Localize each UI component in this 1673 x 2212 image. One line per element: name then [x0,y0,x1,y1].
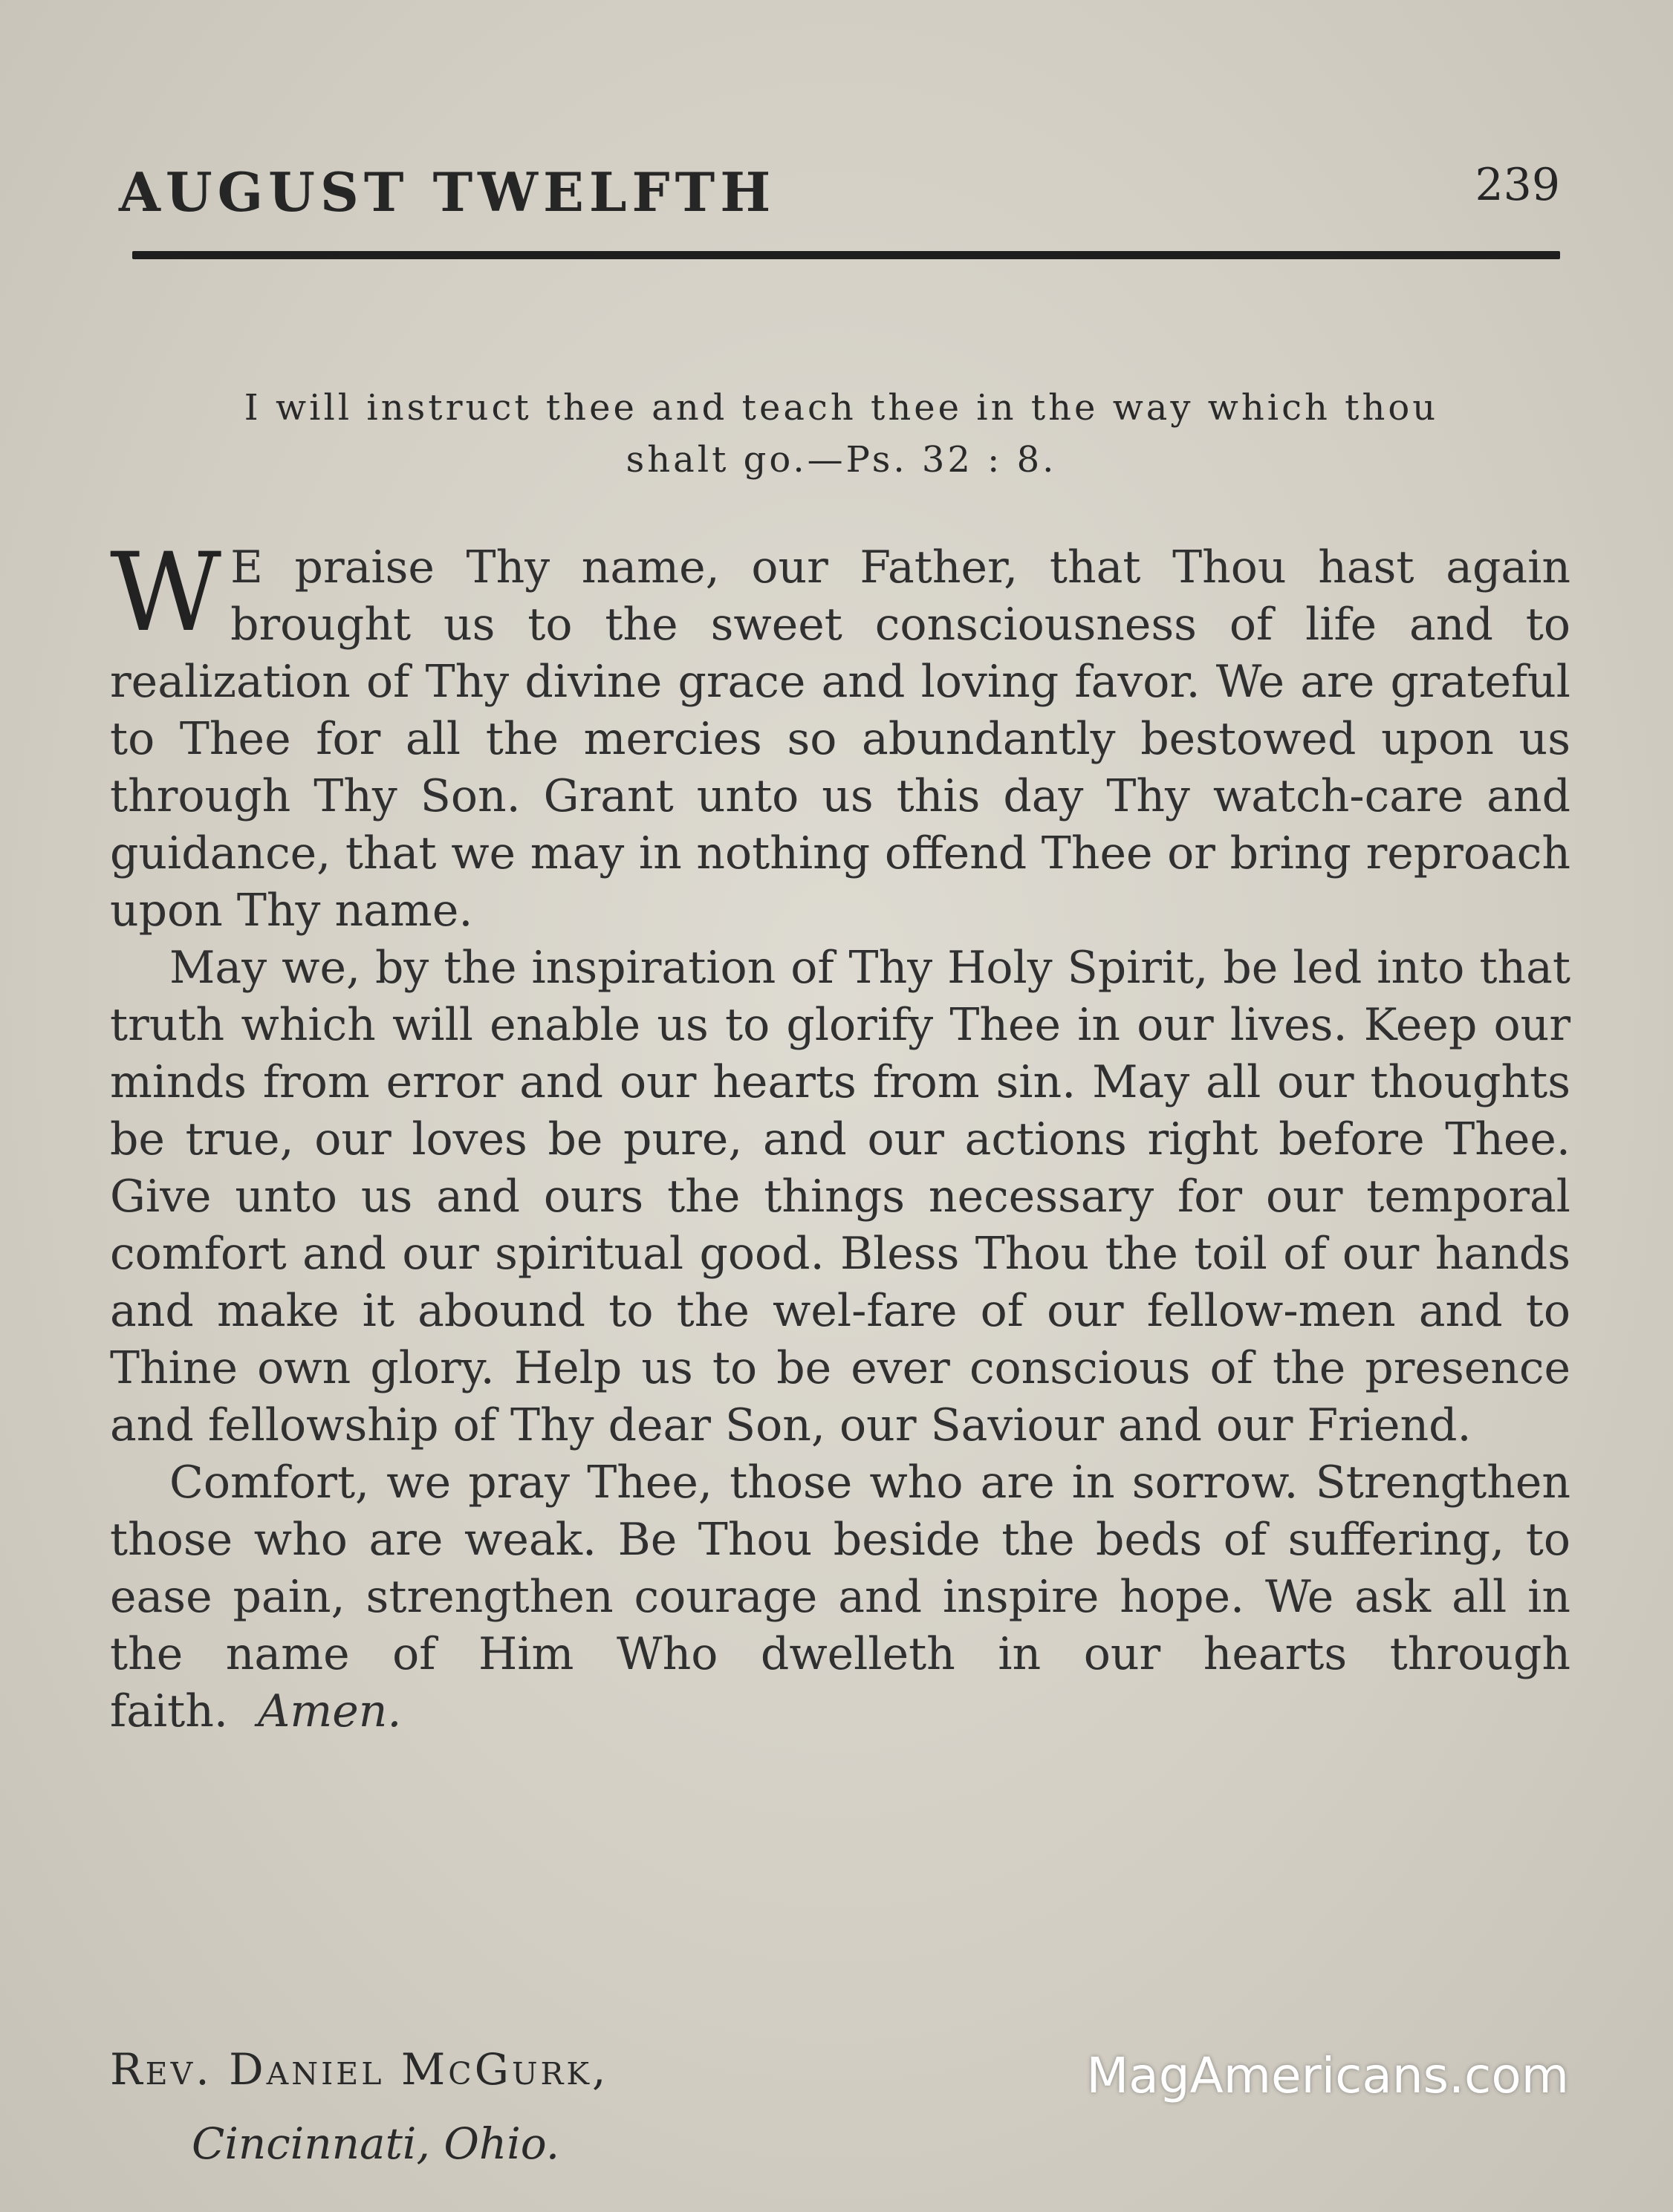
author-signature [110,2032,608,2181]
author-name: Rev. Daniel McGurk, [110,2044,609,2095]
prayer-body [110,530,1570,1740]
amen-closing: Amen. [258,1685,402,1737]
drop-cap: W [110,530,222,656]
prayer-paragraph-1 [110,530,1570,940]
paragraph-1-text: E praise Thy name, our Father, that Thou hast again brought us to the sweet consciousness of life and to realization of Thy divine grace and loving favor. We are grateful to Thee for all the mercies so abundantly bestowed upon us through Thy Son. Grant unto us this day Thy watch-care and guidance, that we may in nothing offend Thee or bring reproach upon Thy name. [110,541,1570,937]
page-number: 239 [1475,159,1560,211]
prayer-paragraph-2: May we, by the inspiration of Thy Holy Spirit, be led into that truth which will enable us to glorify Thee in our lives. Keep our minds from error and our hearts from sin. May all our thoughts be true, our loves be pure, and our actions right before Thee. Give unto us and ours the things necessary for our temporal comfort and our spiritual good. Bless Thou the toil of our hands and make it abound to the wel-fare of our fellow-men and to Thine own glory. Help us to be ever conscious of the presence and fellowship of Thy dear Son, our Saviour and our Friend. [110,942,1570,1451]
scripture-epigraph [119,382,1564,486]
page-header [119,154,1560,229]
epigraph-line-2: shalt go.—Ps. 32 : 8. [626,439,1057,481]
author-location: Cincinnati, Ohio. [192,2118,560,2169]
epigraph-line-1: I will instruct thee and teach thee in the way which thou [244,387,1439,429]
page-title: AUGUST TWELFTH [119,160,776,224]
paragraph-3-text: Comfort, we pray Thee, those who are in sorrow. Strengthen those who are weak. Be Thou beside the beds of suffering, to ease pain, strengthen courage and inspire hope. We ask all in the name of Him Who dwelleth in our hearts through faith. [110,1457,1570,1737]
site-watermark: MagAmericans.com [1086,2047,1569,2104]
prayer-paragraph-3 [110,1454,1570,1740]
header-rule [132,251,1560,259]
